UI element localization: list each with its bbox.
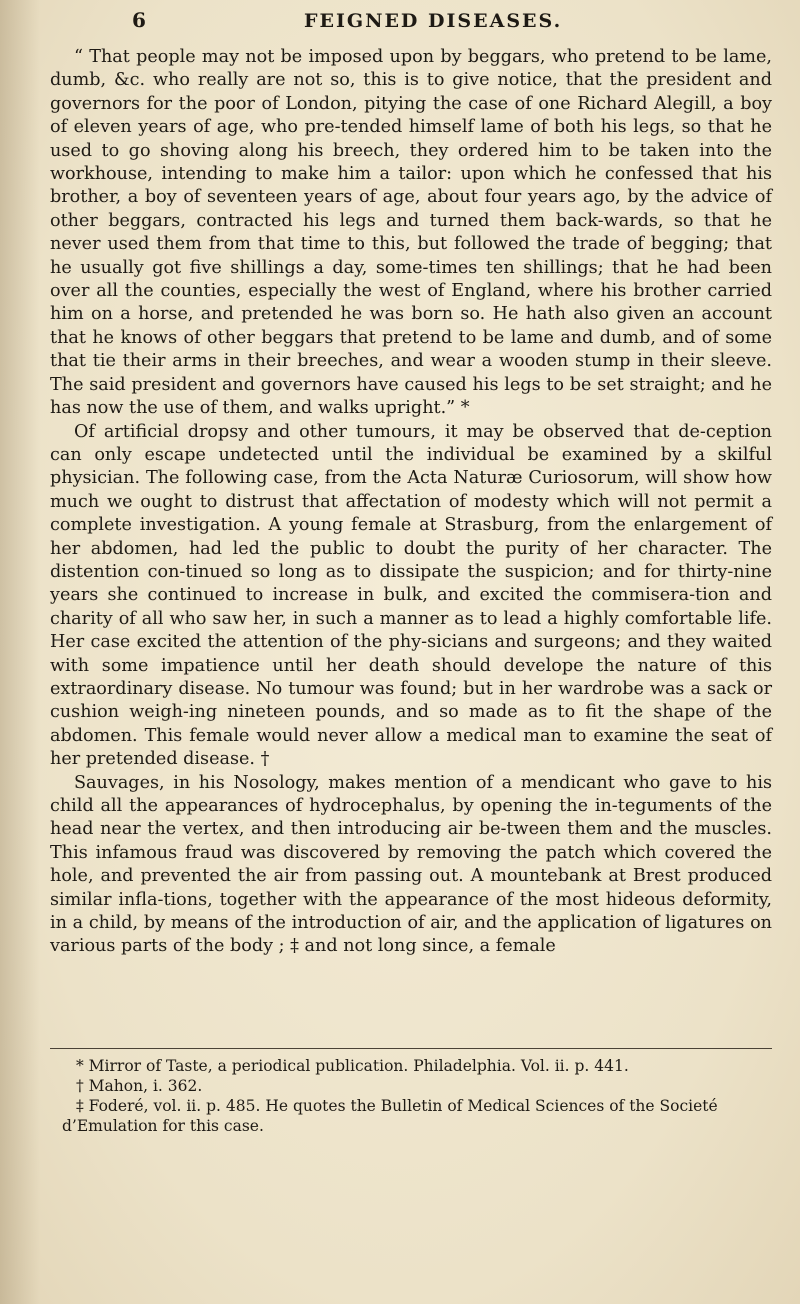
footnotes — [62, 1056, 770, 1136]
footnote-divider — [50, 1048, 772, 1049]
gutter-shadow — [0, 0, 40, 1304]
footnote-3: ‡ Foderé, vol. ii. p. 485. He quotes the Bulletin of Medical Sciences of the Societé d’Emulation for this case. — [62, 1097, 718, 1135]
page-number: 6 — [132, 8, 146, 32]
paragraph-sauvages: Sauvages, in his Nosology, makes mention of a mendicant who gave to his child all the appearances of hydrocephalus, by opening the in-teguments of the head near the vertex, and then introducing air be-tween them and the muscles. This infamous fraud was discovered by removing the patch which covered the hole, and prevented the air from passing out. A mountebank at Brest produced similar infla-tions, together with the appearance of the most hideous deformity, in a child, by means of the introduction of air, and the application of ligatures on various parts of the body ; ‡ and not long since, a female — [50, 772, 772, 957]
page-header — [50, 4, 770, 38]
body-text — [50, 46, 772, 959]
footnote-2: † Mahon, i. 362. — [76, 1077, 203, 1095]
paragraph-beggars: “ That people may not be imposed upon by beggars, who pretend to be lame, dumb, &c. who really are not so, this is to give notice, that the president and governors for the poor of London, pitying the case of one Richard Alegill, a boy of eleven years of age, who pre-tended himself lame of both his legs, so that he used to go shoving along his breech, they ordered him to be taken into the workhouse, intending to make him a tailor: upon which he confessed that his brother, a boy of seventeen years of age, about four years ago, by the advice of other beggars, contracted his legs and turned them back-wards, so that he never used them from that time to this, but followed the trade of begging; that he usually got five shillings a day, some-times ten shillings; that he had been over all the counties, especially the west of England, where his brother carried him on a horse, and pretended he was born so. He hath also given an account that he knows of other beggars that pretend to be lame and dumb, and of some that tie their arms in their breeches, and wear a wooden stump in their sleeve. The said president and governors have caused his legs to be set straight; and he has now the use of them, and walks upright.” * — [50, 47, 772, 419]
running-title: FEIGNED DISEASES. — [304, 10, 563, 32]
paragraph-artificial-dropsy: Of artificial dropsy and other tumours, it may be observed that de-ception can only escape undetected until the individual be examined by a skilful physician. The following case, from the Acta Naturæ Curiosorum, will show how much we ought to distrust that affectation of modesty which will not permit a complete investigation. A young female at Strasburg, from the enlargement of her abdomen, had led the public to doubt the purity of her character. The distention con-tinued so long as to dissipate the suspicion; and for thirty-nine years she continued to increase in bulk, and excited the commisera-tion and charity of all who saw her, in such a manner as to lead a highly comfortable life. Her case excited the attention of the phy-sicians and surgeons; and they waited with some impatience until her death should develope the nature of this extraordinary disease. No tumour was found; but in her wardrobe was a sack or cushion weigh-ing nineteen pounds, and so made as to fit the shape of the abdomen. This female would never allow a medical man to examine the seat of her pretended disease. † — [50, 421, 772, 770]
footnote-1: * Mirror of Taste, a periodical publication. Philadelphia. Vol. ii. p. 441. — [76, 1057, 629, 1075]
